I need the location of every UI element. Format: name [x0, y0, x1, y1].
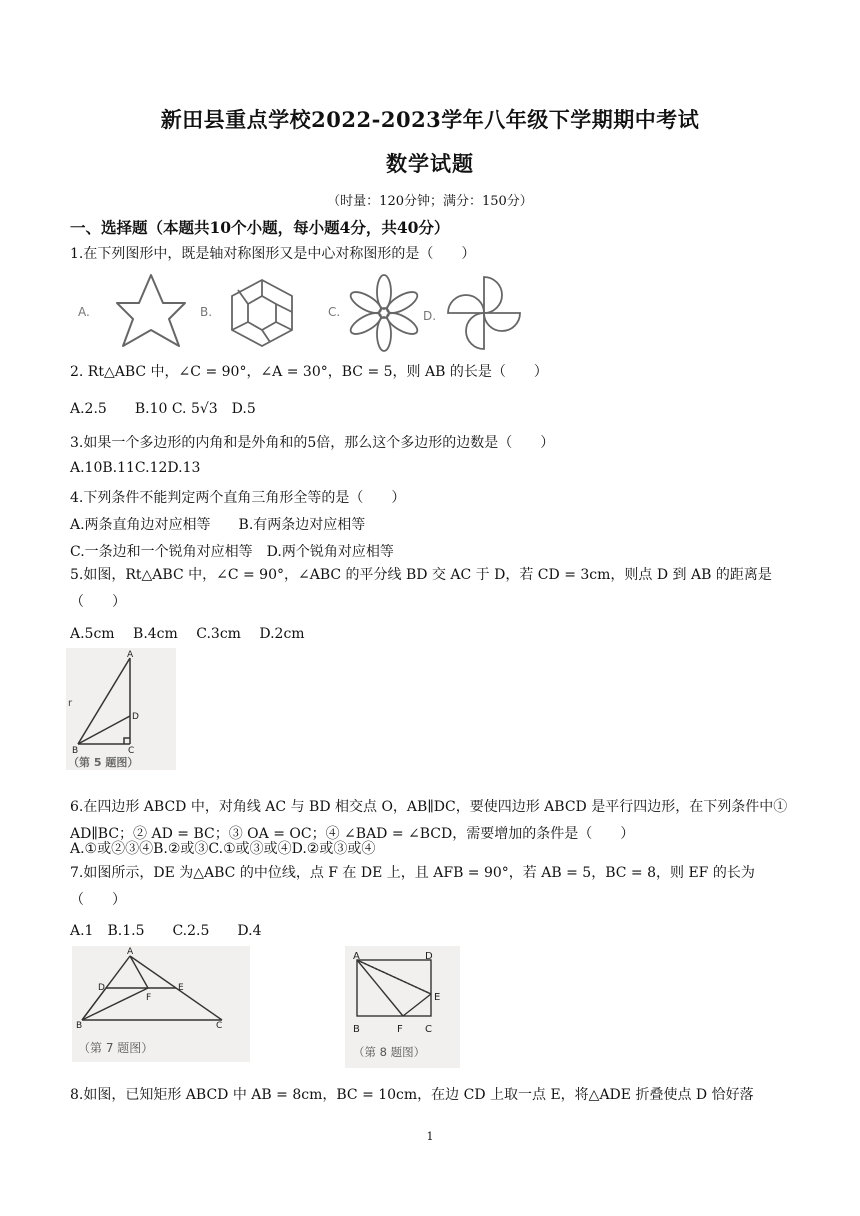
q7-figure-caption: （第 7 题图） — [78, 1041, 154, 1055]
q8-label-a: A — [353, 951, 360, 962]
q5-label-d: D — [132, 712, 139, 722]
q1-option-c-label: C. — [328, 305, 341, 319]
q7-label-c: C — [216, 1021, 223, 1031]
q4-options-cd: C.一条边和一个锐角对应相等 D.两个锐角对应相等 — [70, 544, 394, 560]
q5-label-c: C — [128, 746, 135, 756]
q5-figure-caption: （第 5 题图） — [68, 756, 139, 769]
q2-stem: 2. Rt△ABC 中，∠C = 90°，∠A = 30°，BC = 5，则 AB 的长是（ ） — [70, 364, 548, 380]
q8-figure-caption: （第 8 题图） — [353, 1045, 426, 1059]
section-heading: 一、选择题（本题共10个小题，每小题4分，共40分） — [70, 218, 450, 237]
q8-label-e: E — [434, 992, 441, 1003]
q7-label-f: F — [146, 993, 152, 1003]
q5-stray-mark: r — [68, 698, 73, 709]
q7-label-b: B — [76, 1021, 83, 1031]
q2-options: A.2.5 B.10 C. 5√3 D.5 — [70, 401, 256, 417]
q5-stem: 5.如图，Rt△ABC 中，∠C = 90°，∠ABC 的平分线 BD 交 AC 于 D，若 CD = 3cm，则点 D 到 AB 的距离是（ ） — [70, 567, 772, 610]
exam-title: 新田县重点学校2022-2023学年八年级下学期期中考试 — [160, 107, 700, 132]
q1-option-a-label: A. — [78, 305, 90, 319]
exam-subject: 数学试题 — [386, 151, 474, 176]
pinwheel-shape — [448, 277, 520, 349]
hexagon-interlock-shape — [232, 280, 292, 346]
q8-label-f: F — [397, 1024, 403, 1035]
q6-options: A.①或②③④B.②或③C.①或③或④D.②或③或④ — [70, 841, 376, 857]
page-number: 1 — [426, 1130, 434, 1143]
q8-stem: 8.如图，已知矩形 ABCD 中 AB = 8cm，BC = 10cm，在边 CD 上取一点 E，将△ADE 折叠使点 D 恰好落 — [70, 1087, 754, 1103]
star-shape — [117, 275, 185, 346]
q5-figure — [66, 648, 176, 770]
q1-stem: 1.在下列图形中，既是轴对称图形又是中心对称图形的是（ ） — [70, 246, 476, 262]
flower-shape — [348, 275, 421, 351]
q1-option-b-label: B. — [200, 305, 213, 319]
q3-options: A.10B.11C.12D.13 — [70, 460, 201, 476]
q7-stem: 7.如图所示，DE 为△ABC 的中位线，点 F 在 DE 上，且 AFB = 90°，若 AB = 5，BC = 8，则 EF 的长为（ ） — [70, 865, 755, 908]
q8-label-c: C — [425, 1024, 432, 1035]
q1-figures — [70, 272, 530, 354]
q5-options: A.5cm B.4cm C.3cm D.2cm — [70, 626, 305, 642]
q7-label-a: A — [127, 947, 134, 957]
q7-options: A.1 B.1.5 C.2.5 D.4 — [70, 923, 262, 939]
q8-figure — [345, 946, 460, 1068]
q1-option-d-label: D. — [423, 309, 437, 323]
q6-stem: 6.在四边形 ABCD 中，对角线 AC 与 BD 相交点 O，AB∥DC，要使四边形 ABCD 是平行四边形，在下列条件中① AD∥BC；② AD = BC；③ OA = OC；④ ∠BAD = ∠BCD，需要增加的条件是（ ） — [70, 799, 788, 842]
q3-stem: 3.如果一个多边形的内角和是外角和的5倍，那么这个多边形的边数是（ ） — [70, 435, 555, 451]
q7-label-e: E — [178, 983, 184, 993]
q8-label-d: D — [425, 951, 433, 962]
q4-options-ab: A.两条直角边对应相等 B.有两条边对应相等 — [70, 517, 366, 533]
q7-figure — [72, 946, 250, 1062]
q5-label-a: A — [127, 650, 134, 660]
exam-info: （时量：120分钟；满分：150分） — [327, 194, 533, 209]
q7-label-d: D — [98, 983, 105, 993]
q4-stem: 4.下列条件不能判定两个直角三角形全等的是（ ） — [70, 490, 406, 506]
q8-label-b: B — [353, 1024, 360, 1035]
q5-label-b: B — [72, 746, 79, 756]
